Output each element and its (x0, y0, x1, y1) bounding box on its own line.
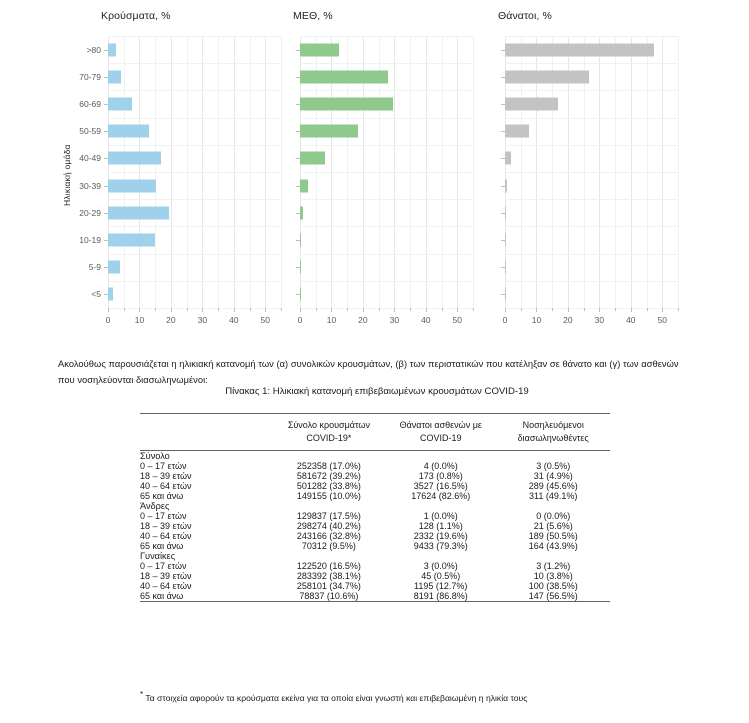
header-line: COVID-19 (419, 432, 462, 443)
cell-icu: 21 (5.6%) (533, 521, 573, 531)
x-tick-mark (363, 308, 364, 312)
cell-total-cases: 298274 (40.2%) (296, 521, 361, 531)
gridline-horizontal (108, 145, 281, 146)
y-tick-label: 5-9 (88, 262, 101, 273)
x-tick-mark (379, 308, 380, 311)
gridline-horizontal (505, 90, 678, 91)
x-tick-label: 0 (297, 315, 303, 325)
y-tick-mark (296, 240, 300, 241)
gridline-horizontal (108, 118, 281, 119)
x-tick-mark (347, 308, 348, 311)
gridline-horizontal (300, 90, 473, 91)
group-spacer-cell (385, 501, 496, 511)
plot-area (297, 36, 473, 325)
x-tick-mark (599, 308, 600, 312)
group-label: Γυναίκες (140, 551, 176, 561)
cell-deaths: 45 (0.5%) (421, 571, 461, 581)
rule-cell (273, 602, 385, 603)
table-row (140, 491, 610, 501)
x-tick-label: 30 (389, 315, 400, 325)
gridline-horizontal (505, 308, 678, 309)
chart-panel-3 (490, 0, 698, 336)
rule-cell (385, 602, 496, 603)
cell-total-cases: 70312 (9.5%) (301, 541, 356, 551)
group-spacer-cell (496, 451, 610, 462)
y-tick-label: 10-19 (79, 235, 101, 245)
x-tick-mark (108, 308, 109, 312)
gridline-horizontal (300, 226, 473, 227)
plot-area (502, 36, 678, 325)
cell-deaths: 173 (0.8%) (418, 471, 463, 481)
cell-age-group: 18 – 39 ετών (140, 571, 192, 581)
y-tick-mark (296, 158, 300, 159)
cell-total-cases: 501282 (33.8%) (296, 481, 361, 491)
gridline-horizontal (108, 36, 281, 37)
gridline-horizontal (108, 254, 281, 255)
x-tick-mark (316, 308, 317, 311)
cell-deaths: 1195 (12.7%) (414, 581, 468, 591)
table-row (140, 561, 610, 571)
x-tick-label: 40 (229, 315, 239, 325)
bar-40-49 (505, 152, 511, 165)
group-spacer-cell (385, 451, 496, 462)
age-distribution-charts (0, 0, 749, 336)
y-tick-mark (104, 50, 108, 51)
age-distribution-table (140, 413, 610, 602)
bar-60-69 (300, 98, 393, 111)
y-tick-mark (501, 294, 505, 295)
header-line: Νοσηλευόμενοι (522, 420, 584, 430)
y-tick-mark (104, 104, 108, 105)
gridline-horizontal (108, 172, 281, 173)
cell-icu: 0 (0.0%) (536, 511, 571, 521)
header-line: Σύνολο κρουσμάτων (287, 420, 370, 430)
y-tick-mark (296, 104, 300, 105)
cell-age-group: 65 και άνω (140, 541, 184, 551)
x-tick-label: 10 (134, 315, 145, 325)
cell-deaths: 128 (1.1%) (418, 521, 463, 531)
y-tick-label: 50-59 (79, 126, 101, 137)
x-tick-mark (250, 308, 251, 311)
table-row (140, 541, 610, 551)
x-tick-mark (584, 308, 585, 311)
bar-70-79 (108, 70, 121, 83)
cell-age-group: 0 – 17 ετών (140, 461, 187, 471)
x-tick-label: 30 (594, 315, 605, 325)
table-row (140, 591, 610, 602)
table-row (140, 471, 610, 481)
group-spacer-cell (273, 551, 385, 561)
bar-30-39 (505, 179, 507, 192)
footnote-marker: * (140, 690, 144, 699)
table-bottom-rule (140, 602, 610, 603)
cell-age-group: 18 – 39 ετών (140, 521, 192, 531)
x-tick-mark (457, 308, 458, 312)
y-tick-mark (296, 77, 300, 78)
group-spacer-cell (496, 551, 610, 561)
table-row (140, 481, 610, 491)
bar-<5 (108, 288, 113, 301)
x-tick-label: 50 (452, 315, 462, 325)
bar-10-19 (505, 234, 506, 247)
cell-icu: 147 (56.5%) (528, 591, 578, 601)
x-tick-label: 20 (563, 315, 573, 325)
y-tick-mark (501, 50, 505, 51)
cell-age-group: 40 – 64 ετών (140, 581, 192, 591)
bar-40-49 (108, 152, 161, 165)
y-tick-mark (501, 186, 505, 187)
x-tick-mark (300, 308, 301, 312)
x-tick-mark (473, 308, 474, 311)
table-group-row (140, 551, 610, 561)
x-tick-mark (331, 308, 332, 312)
gridline-vertical (678, 36, 679, 308)
table-column-header-1 (273, 414, 385, 451)
y-tick-mark (501, 77, 505, 78)
bar-60-69 (108, 98, 132, 111)
chart-panel-2 (285, 0, 493, 336)
y-tick-mark (104, 240, 108, 241)
x-tick-mark (647, 308, 648, 311)
y-tick-mark (104, 294, 108, 295)
y-tick-mark (296, 131, 300, 132)
table-header-row (140, 414, 610, 451)
gridline-horizontal (505, 63, 678, 64)
table-footnote (140, 690, 610, 703)
y-tick-label: 60-69 (79, 99, 101, 109)
group-label: Σύνολο (140, 451, 170, 461)
table-body (140, 451, 610, 603)
table-header (140, 414, 610, 451)
x-tick-label: 40 (421, 315, 431, 325)
bar-60-69 (505, 98, 558, 111)
gridline-horizontal (300, 145, 473, 146)
x-tick-mark (662, 308, 663, 312)
y-tick-mark (104, 267, 108, 268)
gridline-horizontal (505, 36, 678, 37)
x-tick-mark (426, 308, 427, 312)
x-tick-label: 0 (502, 315, 508, 325)
gridline-horizontal (108, 226, 281, 227)
group-label: Άνδρες (140, 501, 170, 511)
group-spacer-cell (385, 551, 496, 561)
cell-deaths: 3 (0.0%) (423, 561, 458, 571)
cell-icu: 189 (50.5%) (528, 531, 578, 541)
cell-icu: 311 (49.1%) (529, 491, 578, 501)
bar-50-59 (108, 125, 149, 138)
bar-20-29 (108, 206, 169, 219)
table-column-header-0 (140, 414, 273, 451)
cell-total-cases: 258101 (34.7%) (296, 581, 361, 591)
x-tick-label: 20 (166, 315, 176, 325)
cell-age-group: 18 – 39 ετών (140, 471, 192, 481)
y-tick-mark (296, 186, 300, 187)
gridline-horizontal (300, 63, 473, 64)
x-tick-label: 40 (626, 315, 636, 325)
bar-70-79 (505, 70, 589, 83)
gridline-horizontal (505, 172, 678, 173)
x-tick-mark (536, 308, 537, 312)
table-column-header-2 (385, 414, 496, 451)
y-tick-mark (296, 267, 300, 268)
gridline-horizontal (108, 281, 281, 282)
gridline-horizontal (300, 118, 473, 119)
y-tick-mark (501, 158, 505, 159)
x-tick-mark (505, 308, 506, 312)
cell-age-group: 65 και άνω (140, 591, 184, 601)
cell-total-cases: 252358 (17.0%) (296, 461, 361, 471)
cell-icu: 10 (3.8%) (533, 571, 573, 581)
y-tick-label: <5 (91, 289, 101, 300)
x-tick-mark (187, 308, 188, 311)
chart-title: Θάνατοι, % (498, 10, 552, 22)
cell-total-cases: 149155 (10.0%) (296, 491, 361, 501)
gridline-horizontal (108, 308, 281, 309)
y-tick-mark (104, 186, 108, 187)
x-tick-mark (521, 308, 522, 311)
y-tick-label: 30-39 (79, 180, 101, 191)
cell-total-cases: 581672 (39.2%) (296, 471, 361, 481)
y-tick-label: 20-29 (79, 207, 101, 218)
y-tick-mark (296, 50, 300, 51)
cell-deaths: 3527 (16.5%) (413, 481, 468, 491)
cell-icu: 3 (0.5%) (536, 461, 571, 471)
bar-30-39 (300, 179, 308, 192)
x-tick-label: 10 (531, 315, 542, 325)
x-tick-label: 30 (197, 315, 208, 325)
group-spacer-cell (273, 501, 385, 511)
bar-10-19 (108, 234, 155, 247)
cell-icu: 3 (1.2%) (536, 561, 571, 571)
bar->80 (108, 43, 116, 56)
gridline-horizontal (505, 118, 678, 119)
y-tick-mark (501, 240, 505, 241)
gridline-horizontal (300, 281, 473, 282)
cell-age-group: 65 και άνω (140, 491, 184, 501)
x-tick-label: 0 (105, 315, 111, 325)
cell-deaths: 1 (0.0%) (423, 511, 458, 521)
x-tick-mark (139, 308, 140, 312)
x-tick-mark (615, 308, 616, 311)
y-tick-mark (104, 77, 108, 78)
y-tick-mark (501, 267, 505, 268)
x-tick-mark (410, 308, 411, 311)
x-tick-mark (631, 308, 632, 312)
table-caption: Πίνακας 1: Ηλικιακή κατανομή επιβεβαιωμένων κρουσμάτων COVID-19 (225, 386, 529, 397)
x-tick-mark (155, 308, 156, 311)
header-line: διασωληνωθέντες (517, 432, 589, 443)
bar-20-29 (300, 206, 303, 219)
bar-10-19 (300, 234, 301, 247)
gridline-horizontal (300, 36, 473, 37)
table-row (140, 581, 610, 591)
table-row (140, 511, 610, 521)
bar-5-9 (300, 261, 301, 274)
y-tick-mark (501, 213, 505, 214)
bar->80 (505, 43, 654, 56)
rule-cell (496, 602, 610, 603)
group-spacer-cell (496, 501, 610, 511)
plot-area (79, 36, 281, 325)
bar-30-39 (108, 179, 156, 192)
gridline-vertical (281, 36, 282, 308)
cell-total-cases: 78837 (10.6%) (299, 591, 359, 601)
cell-age-group: 40 – 64 ετών (140, 481, 192, 491)
table-row (140, 521, 610, 531)
gridline-horizontal (505, 199, 678, 200)
bar-70-79 (300, 70, 388, 83)
cell-total-cases: 283392 (38.1%) (296, 571, 361, 581)
x-tick-mark (552, 308, 553, 311)
header-line: COVID-19* (306, 432, 352, 443)
x-tick-mark (218, 308, 219, 311)
bar-50-59 (505, 125, 529, 138)
table-row (140, 571, 610, 581)
x-tick-mark (202, 308, 203, 312)
bar->80 (300, 43, 339, 56)
cell-deaths: 8191 (86.8%) (413, 591, 468, 601)
cell-icu: 164 (43.9%) (528, 541, 578, 551)
table-group-row (140, 451, 610, 462)
cell-icu: 289 (45.6%) (528, 481, 578, 491)
cell-deaths: 2332 (19.6%) (413, 531, 468, 541)
table-row (140, 461, 610, 471)
chart-title: ΜΕΘ, % (293, 10, 333, 22)
cell-age-group: 0 – 17 ετών (140, 561, 187, 571)
x-tick-mark (124, 308, 125, 311)
cell-deaths: 17624 (82.6%) (411, 491, 471, 501)
gridline-horizontal (505, 226, 678, 227)
chart-title: Κρούσματα, % (101, 10, 171, 22)
x-tick-mark (678, 308, 679, 311)
gridline-vertical (473, 36, 474, 308)
x-tick-mark (568, 308, 569, 312)
x-tick-label: 50 (657, 315, 667, 325)
bar-50-59 (300, 125, 358, 138)
y-tick-mark (501, 131, 505, 132)
rule-cell (140, 602, 273, 603)
y-axis-title: Ηλικιακή ομάδα (62, 144, 72, 206)
bar-5-9 (108, 261, 120, 274)
y-tick-label: 40-49 (79, 153, 101, 164)
table-row (140, 531, 610, 541)
table-column-header-3 (496, 414, 610, 451)
table-group-row (140, 501, 610, 511)
x-tick-mark (281, 308, 282, 311)
intro-paragraph: Ακολούθως παρουσιάζεται η ηλικιακή κατανομή των (α) συνολικών κρουσμάτων, (β) των περιστατικών που κατέληξαν σε θάνατο και (γ) των ασθενών που νοσηλεύονται διασωληνωμένοι: (58, 359, 679, 386)
bar-<5 (505, 288, 506, 301)
gridline-horizontal (300, 308, 473, 309)
bar-5-9 (505, 261, 506, 274)
bar-20-29 (505, 206, 506, 219)
x-tick-label: 20 (358, 315, 368, 325)
cell-age-group: 0 – 17 ετών (140, 511, 187, 521)
gridline-horizontal (108, 199, 281, 200)
y-tick-mark (296, 213, 300, 214)
gridline-horizontal (505, 281, 678, 282)
y-tick-label: >80 (86, 44, 101, 55)
y-tick-mark (104, 131, 108, 132)
y-tick-mark (296, 294, 300, 295)
y-tick-label: 70-79 (79, 71, 101, 82)
header-line: Θάνατοι ασθενών με (399, 420, 482, 430)
gridline-horizontal (300, 254, 473, 255)
cell-deaths: 4 (0.0%) (423, 461, 458, 471)
gridline-horizontal (108, 90, 281, 91)
cell-deaths: 9433 (79.3%) (413, 541, 468, 551)
bar-40-49 (300, 152, 325, 165)
cell-total-cases: 129837 (17.5%) (296, 511, 361, 521)
x-tick-mark (394, 308, 395, 312)
gridline-horizontal (505, 254, 678, 255)
bar-<5 (300, 288, 301, 301)
x-tick-label: 50 (260, 315, 270, 325)
x-tick-mark (234, 308, 235, 312)
cell-total-cases: 243166 (32.8%) (296, 531, 361, 541)
gridline-horizontal (108, 63, 281, 64)
y-tick-mark (104, 213, 108, 214)
x-tick-label: 10 (326, 315, 337, 325)
x-tick-mark (265, 308, 266, 312)
y-tick-mark (501, 104, 505, 105)
group-spacer-cell (273, 451, 385, 462)
cell-age-group: 40 – 64 ετών (140, 531, 192, 541)
gridline-horizontal (300, 172, 473, 173)
gridline-horizontal (300, 199, 473, 200)
footnote-text: Τα στοιχεία αφορούν τα κρούσματα εκείνα για τα οποία είναι γνωστή και επιβεβαιωμένη η ηλικία τους (145, 692, 528, 703)
cell-icu: 31 (4.9%) (533, 471, 573, 481)
x-tick-mark (171, 308, 172, 312)
x-tick-mark (442, 308, 443, 311)
gridline-horizontal (505, 145, 678, 146)
cell-icu: 100 (38.5%) (528, 581, 578, 591)
chart-panel-1 (58, 0, 301, 336)
cell-total-cases: 122520 (16.5%) (296, 561, 361, 571)
y-tick-mark (104, 158, 108, 159)
